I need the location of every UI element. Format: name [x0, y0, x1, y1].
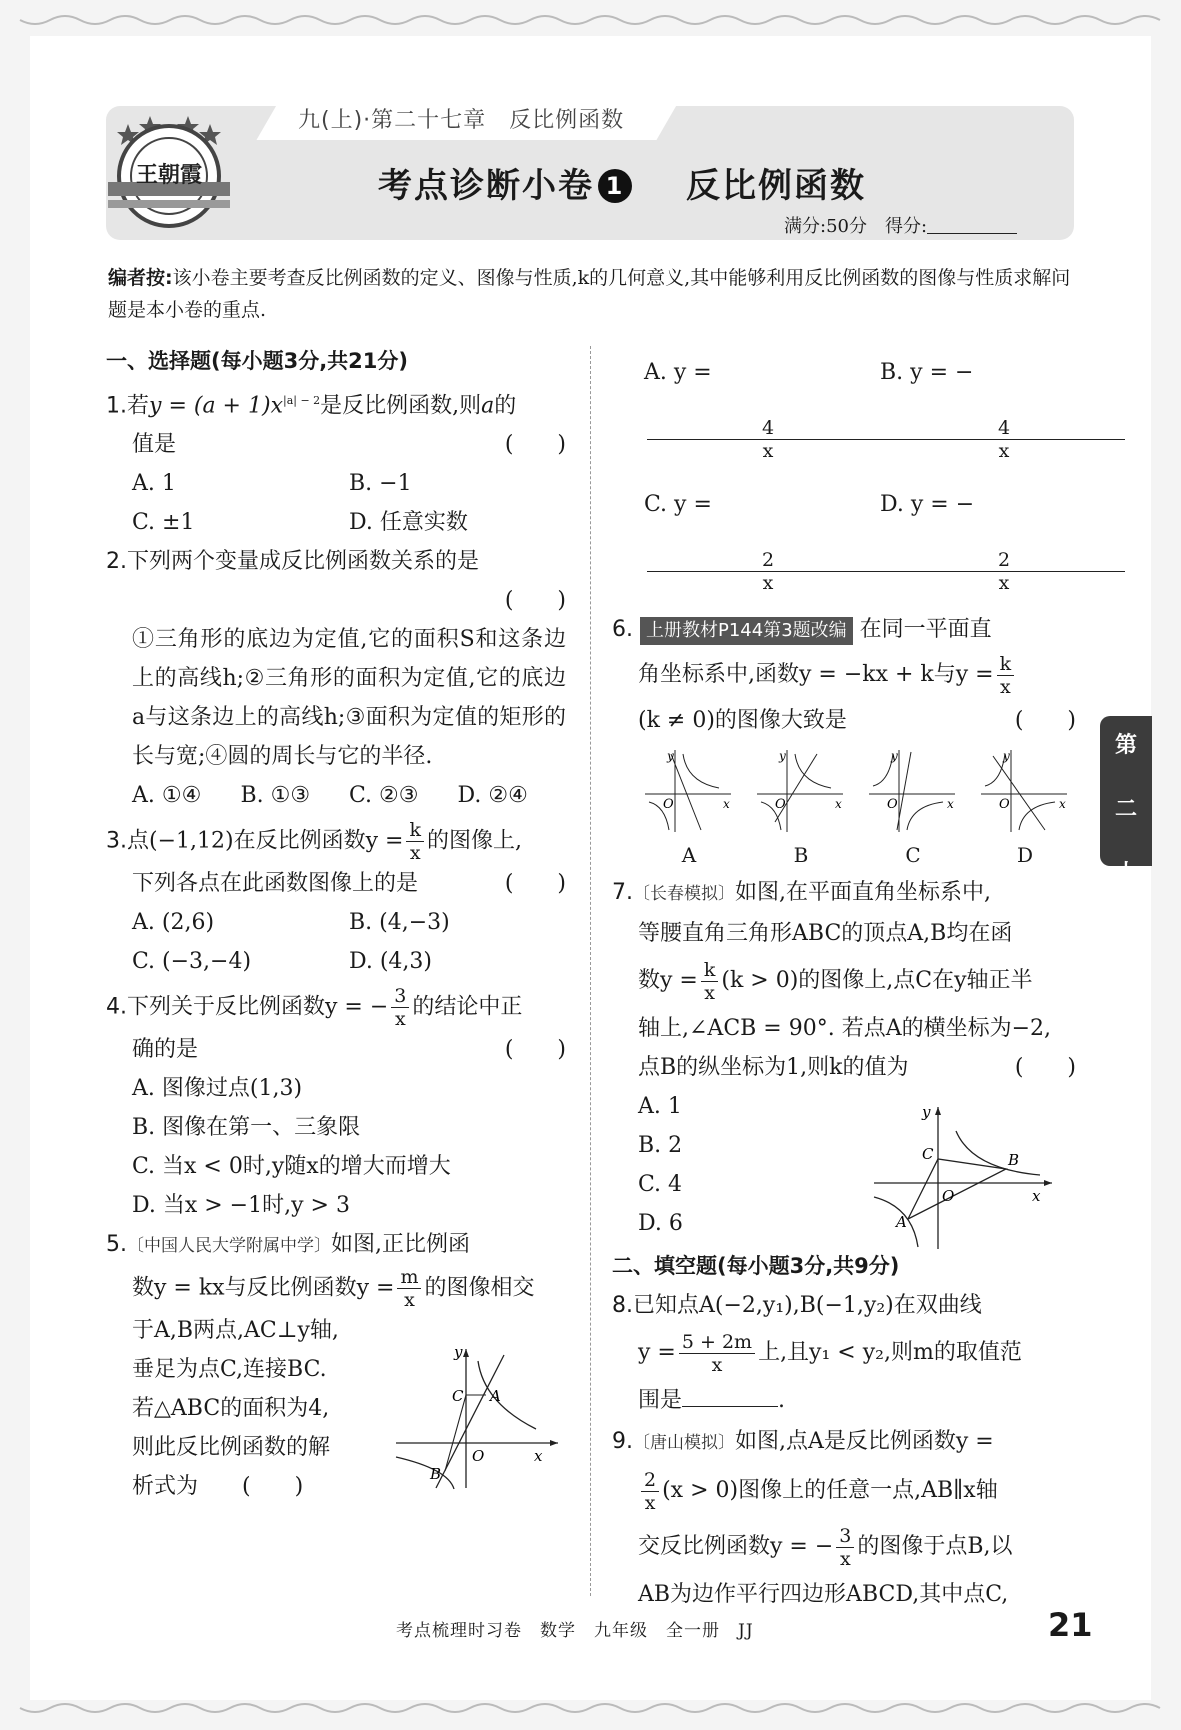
fraction	[641, 1469, 659, 1514]
point-c-label: C	[452, 1387, 464, 1406]
option-b: B. 图像在第一、三象限	[132, 1115, 361, 1141]
graph-option-a[interactable]	[638, 746, 740, 869]
denominator: x	[704, 981, 715, 1004]
axis-y-label: y	[891, 749, 898, 763]
answer-paren: ( )	[504, 871, 566, 897]
question-1	[106, 381, 566, 542]
score-line	[784, 212, 1017, 238]
q3-text-a: 点(−1,12)在反比例函数y =	[127, 828, 404, 854]
denominator: x	[711, 1353, 723, 1376]
side-tab-char: 二	[1114, 797, 1137, 822]
publisher-logo	[108, 112, 230, 232]
q1-exponent: |a| − 2	[282, 394, 321, 407]
q5-line: 于A,B两点,AC⊥y轴,	[132, 1318, 339, 1344]
page-number: 21	[1048, 1606, 1093, 1644]
q9-text-d: 的图像于点B,以	[857, 1534, 1013, 1559]
fraction	[883, 549, 1119, 594]
numerator: k	[997, 653, 1015, 676]
axis-x-label: x	[723, 797, 730, 811]
point-a-label: A	[896, 1213, 907, 1231]
q9-line4: AB为边作平行四边形ABCD,其中点C,	[638, 1582, 1009, 1607]
axis-x-label: x	[947, 797, 954, 811]
axis-y-label: y	[667, 749, 674, 763]
origin-label: O	[942, 1187, 955, 1205]
question-number: 3.	[106, 828, 127, 854]
point-a-label: A	[490, 1387, 501, 1406]
q5-line: 垂足为点C,连接BC.	[132, 1357, 327, 1383]
axis-y-label: y	[1003, 749, 1010, 763]
option-c: C. (−3,−4)	[132, 949, 252, 975]
editor-note	[108, 262, 1074, 326]
origin-label: O	[887, 797, 898, 812]
numerator: 2	[883, 549, 1125, 572]
section-heading-fill: 二、填空题(每小题3分,共9分)	[612, 1254, 900, 1278]
numerator: k	[406, 819, 424, 842]
fraction	[679, 1331, 755, 1376]
question-number: 4.	[106, 994, 127, 1020]
option-d: D. 6	[638, 1211, 683, 1236]
option-a: A. y =	[644, 360, 712, 385]
axis-x-label: x	[1059, 797, 1066, 811]
q8-end: .	[778, 1388, 786, 1413]
point-c-label: C	[922, 1145, 934, 1163]
option-b: B. y = −	[880, 360, 974, 385]
option-b: B. ①③	[240, 783, 311, 809]
answer-paren: ( )	[504, 1037, 566, 1063]
q7-line4: 轴上,∠ACB = 90°. 若点A的横坐标为−2,	[638, 1016, 1052, 1041]
graph-label: D	[1016, 843, 1034, 867]
denominator: x	[409, 842, 421, 865]
question-3	[106, 819, 566, 981]
graph-b	[755, 746, 847, 834]
editor-note-label: 编者按:	[108, 267, 173, 289]
q1-var: a	[481, 393, 495, 419]
q4-text-b: 的结论中正	[412, 994, 523, 1020]
axis-x-label: x	[1032, 1187, 1041, 1205]
question-source: 〔中国人民大学附属中学〕	[127, 1236, 331, 1257]
numerator: 2	[647, 549, 889, 572]
fraction	[406, 819, 424, 864]
question-number: 1.	[106, 393, 127, 419]
fraction	[647, 549, 883, 594]
answer-paren: ( )	[242, 1474, 304, 1500]
question-number: 5.	[106, 1232, 127, 1258]
q1-text-b: 是反比例函数,则	[320, 393, 482, 419]
denominator: x	[762, 571, 774, 594]
origin-label: O	[663, 797, 674, 812]
fraction	[836, 1525, 854, 1570]
option-d: D. (4,3)	[349, 949, 432, 975]
origin-label: O	[472, 1447, 485, 1466]
fraction	[883, 417, 1119, 462]
q1-text-a: 若	[127, 393, 150, 419]
q1-equation: y = (a + 1)x	[149, 393, 283, 419]
axis-x-label: x	[534, 1447, 543, 1466]
column-divider	[590, 346, 591, 1596]
q7-figure	[872, 1101, 1062, 1251]
side-tab-char: 第	[1114, 733, 1137, 758]
title-part-b: 反比例函数	[686, 166, 866, 206]
title-part-a: 考点诊断小卷	[378, 166, 594, 206]
q5-line: 若△ABC的面积为4,	[132, 1396, 330, 1422]
denominator: x	[762, 439, 774, 462]
right-column	[612, 340, 1076, 1614]
option-a: A. 1	[132, 471, 176, 497]
question-4	[106, 985, 566, 1225]
numerator: 2	[641, 1469, 659, 1492]
q4-text-a: 下列关于反比例函数y = −	[127, 994, 389, 1020]
option-c: C. 4	[638, 1172, 683, 1197]
q8-line1: 已知点A(−2,y₁),B(−1,y₂)在双曲线	[633, 1293, 982, 1318]
q6-text-b: 角坐标系中,函数y = −kx + k与y =	[638, 662, 994, 687]
question-number: 6.	[612, 617, 633, 642]
graph-c	[867, 746, 959, 834]
answer-paren: ( )	[504, 432, 566, 458]
q9-text-b: (x > 0)图像上的任意一点,AB∥x轴	[662, 1478, 998, 1503]
question-7	[612, 873, 1076, 1243]
chapter-side-tab	[1100, 716, 1152, 1014]
question-number: 7.	[612, 880, 633, 905]
page-title	[378, 158, 866, 207]
side-tab-char: 十	[1114, 861, 1137, 886]
score-blank	[927, 217, 1017, 234]
option-c: C. ②③	[349, 783, 419, 809]
q2-body: ①三角形的底边为定值,它的面积S和这条边上的高线h;②三角形的面积为定值,它的底边a与这条边上的高线h;③面积为定值的矩形的长与宽;④圆的周长与它的半径.	[132, 627, 566, 770]
option-d: D. 当x > −1时,y > 3	[132, 1193, 350, 1219]
textbook-tag: 上册教材P144第3题改编	[640, 617, 853, 645]
q5-text-c: 的图像相交	[424, 1275, 535, 1301]
graph-d	[979, 746, 1071, 834]
numerator: 3	[391, 985, 409, 1008]
q7-line5: 点B的纵坐标为1,则k的值为	[638, 1055, 909, 1080]
q5-options	[612, 340, 1076, 472]
answer-paren: ( )	[1014, 1055, 1076, 1080]
option-c: C. 当x < 0时,y随x的增大而增大	[132, 1154, 451, 1180]
graph-option-c[interactable]	[862, 746, 964, 869]
option-d: D. y = −	[880, 492, 975, 517]
q7-text-b: 数y =	[638, 968, 698, 993]
question-number: 8.	[612, 1293, 633, 1318]
denominator: x	[404, 1289, 415, 1312]
question-number: 9.	[612, 1429, 633, 1454]
q7-line2: 等腰直角三角形ABC的顶点A,B均在函	[638, 921, 1013, 946]
option-d: D. 任意实数	[349, 510, 468, 536]
numerator: 4	[647, 417, 889, 440]
q7-text-c: (k > 0)的图像上,点C在y轴正半	[721, 968, 1033, 993]
denominator: x	[394, 1008, 406, 1031]
fraction	[997, 653, 1015, 698]
answer-blank[interactable]	[682, 1388, 778, 1407]
section-heading-choice: 一、选择题(每小题3分,共21分)	[106, 349, 409, 373]
question-9	[612, 1422, 1076, 1614]
question-number: 2.	[106, 549, 127, 575]
q6-line3: (k ≠ 0)的图像大致是	[638, 708, 847, 733]
q4-line2: 确的是	[132, 1037, 199, 1063]
origin-label: O	[999, 797, 1010, 812]
denominator: x	[644, 1491, 656, 1514]
origin-label: O	[775, 797, 786, 812]
q8-text-a: y =	[638, 1340, 676, 1365]
fraction	[647, 417, 883, 462]
q5-text-a: 如图,正比例函	[331, 1232, 470, 1258]
option-a: A. (2,6)	[132, 910, 215, 936]
answer-paren: ( )	[504, 588, 566, 614]
numerator: 3	[836, 1525, 854, 1548]
numerator: m	[397, 1266, 421, 1289]
denominator: x	[839, 1547, 851, 1570]
numerator: 4	[883, 417, 1125, 440]
axis-x-label: x	[835, 797, 842, 811]
graph-option-d[interactable]	[974, 746, 1076, 869]
side-tab-char: 七	[1114, 925, 1137, 950]
fraction	[701, 959, 719, 1004]
q3-text-b: 的图像上,	[426, 828, 522, 854]
question-source: 〔唐山模拟〕	[633, 1433, 735, 1453]
title-number: 1	[598, 169, 632, 203]
chapter-label: 九(上)·第二十七章 反比例函数	[298, 108, 625, 133]
option-a: A. 1	[638, 1094, 682, 1119]
question-5	[106, 1225, 566, 1506]
question-source: 〔长春模拟〕	[633, 884, 735, 904]
q5-figure	[386, 1343, 564, 1493]
q5-text-b: 数y = kx与反比例函数y =	[132, 1275, 395, 1301]
option-a: A. 图像过点(1,3)	[132, 1076, 303, 1102]
option-d: D. ②④	[457, 783, 528, 809]
q7-text-a: 如图,在平面直角坐标系中,	[735, 880, 991, 905]
q9-text-a: 如图,点A是反比例函数y =	[735, 1429, 994, 1454]
option-b: B. 2	[638, 1133, 683, 1158]
q6-graph-options	[612, 746, 1076, 869]
axis-y-label: y	[779, 749, 786, 763]
q6-text-a: 在同一平面直	[859, 617, 992, 642]
graph-option-b[interactable]	[750, 746, 852, 869]
point-b-label: B	[430, 1465, 442, 1484]
denominator: x	[998, 439, 1010, 462]
editor-note-text: 该小卷主要考查反比例函数的定义、图像与性质,k的几何意义,其中能够利用反比例函数的图像与性质求解问题是本小卷的重点.	[108, 267, 1071, 321]
score-label: 满分:50分 得分:	[784, 216, 928, 237]
left-column	[106, 342, 566, 1506]
option-b: B. (4,−3)	[349, 910, 450, 936]
question-8	[612, 1286, 1076, 1420]
q3-line2: 下列各点在此函数图像上的是	[132, 871, 419, 897]
axis-y-label: y	[454, 1343, 463, 1362]
footer-text: 考点梳理时习卷 数学 九年级 全一册 JJ	[396, 1621, 754, 1641]
q2-text: 下列两个变量成反比例函数关系的是	[127, 549, 480, 575]
q5-line: 则此反比例函数的解	[132, 1435, 331, 1461]
fraction	[397, 1266, 421, 1311]
option-c: C. ±1	[132, 510, 195, 536]
q5-options	[612, 472, 1076, 604]
graph-label: C	[905, 843, 921, 867]
graph-a	[643, 746, 735, 834]
question-6	[612, 610, 1076, 869]
option-c: C. y =	[644, 492, 712, 517]
q5-line: 析式为	[132, 1474, 199, 1500]
denominator: x	[998, 571, 1010, 594]
point-b-label: B	[1008, 1151, 1020, 1169]
question-2	[106, 542, 566, 815]
fraction	[391, 985, 409, 1030]
denominator: x	[1000, 675, 1011, 698]
numerator: 5 + 2m	[679, 1331, 755, 1354]
q1-text-c: 的	[494, 393, 517, 419]
q8-line3: 围是	[638, 1388, 683, 1413]
answer-paren: ( )	[1014, 708, 1076, 733]
option-b: B. −1	[349, 471, 412, 497]
q1-line2: 值是	[132, 432, 177, 458]
q9-text-c: 交反比例函数y = −	[638, 1534, 834, 1559]
logo-text: 王朝霞	[135, 162, 203, 188]
graph-label: A	[681, 843, 697, 867]
q8-text-b: 上,且y₁ < y₂,则m的取值范	[758, 1340, 1022, 1365]
option-a: A. ①④	[132, 783, 202, 809]
axis-y-label: y	[922, 1103, 931, 1121]
side-tab-char: 章	[1114, 989, 1137, 1014]
numerator: k	[701, 959, 719, 982]
graph-label: B	[793, 843, 809, 867]
